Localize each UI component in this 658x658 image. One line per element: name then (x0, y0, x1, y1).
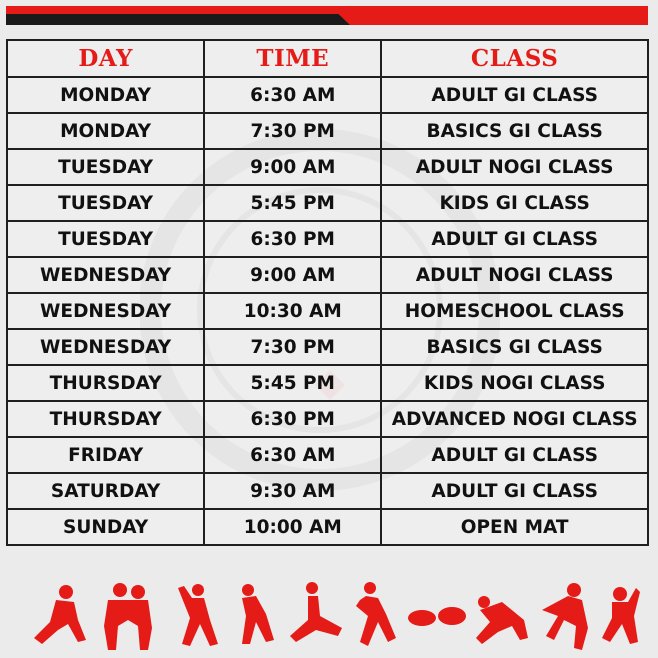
grappler-silhouette-icon (286, 580, 346, 652)
day-cell: SUNDAY (7, 509, 204, 545)
time-cell: 5:45 PM (204, 365, 381, 401)
class-cell: ADVANCED NOGI CLASS (381, 401, 648, 437)
grappler-silhouette-icon (406, 580, 470, 652)
class-cell: BASICS GI CLASS (381, 113, 648, 149)
time-cell: 7:30 PM (204, 113, 381, 149)
grappler-silhouette-icon (230, 580, 280, 652)
day-cell: MONDAY (7, 113, 204, 149)
class-cell: BASICS GI CLASS (381, 329, 648, 365)
day-cell: SATURDAY (7, 473, 204, 509)
table-row (7, 77, 648, 113)
table-row (7, 365, 648, 401)
day-cell: WEDNESDAY (7, 293, 204, 329)
time-cell: 9:30 AM (204, 473, 381, 509)
time-cell: 6:30 PM (204, 401, 381, 437)
time-cell: 9:00 AM (204, 257, 381, 293)
day-column-header: DAY (7, 40, 204, 77)
time-cell: 10:30 AM (204, 293, 381, 329)
header-row (7, 40, 648, 77)
table-row (7, 149, 648, 185)
table-row (7, 329, 648, 365)
table-row (7, 257, 648, 293)
grappler-silhouette-icon (28, 580, 88, 652)
day-cell: TUESDAY (7, 221, 204, 257)
class-cell: OPEN MAT (381, 509, 648, 545)
table-row (7, 473, 648, 509)
day-cell: TUESDAY (7, 149, 204, 185)
grappler-silhouette-icon (596, 580, 640, 652)
grappler-silhouette-icon (98, 580, 158, 652)
table-row (7, 113, 648, 149)
class-cell: KIDS NOGI CLASS (381, 365, 648, 401)
table-row (7, 293, 648, 329)
grappler-silhouette-icon (350, 580, 400, 652)
table-row (7, 437, 648, 473)
class-cell: KIDS GI CLASS (381, 185, 648, 221)
day-cell: THURSDAY (7, 365, 204, 401)
day-cell: FRIDAY (7, 437, 204, 473)
class-cell: ADULT GI CLASS (381, 221, 648, 257)
grappler-silhouette-icon (472, 580, 532, 652)
class-cell: ADULT GI CLASS (381, 437, 648, 473)
time-cell: 6:30 AM (204, 437, 381, 473)
day-cell: WEDNESDAY (7, 329, 204, 365)
class-schedule-table (6, 39, 649, 546)
class-cell: ADULT NOGI CLASS (381, 257, 648, 293)
time-column-header: TIME (204, 40, 381, 77)
table-row (7, 185, 648, 221)
day-cell: TUESDAY (7, 185, 204, 221)
class-column-header: CLASS (381, 40, 648, 77)
class-cell: ADULT GI CLASS (381, 473, 648, 509)
grappler-silhouette-icon (168, 580, 222, 652)
time-cell: 6:30 AM (204, 77, 381, 113)
day-cell: THURSDAY (7, 401, 204, 437)
time-cell: 10:00 AM (204, 509, 381, 545)
top-banner-stripe (0, 0, 658, 30)
class-cell: ADULT NOGI CLASS (381, 149, 648, 185)
day-cell: MONDAY (7, 77, 204, 113)
time-cell: 5:45 PM (204, 185, 381, 221)
table-row (7, 221, 648, 257)
class-cell: ADULT GI CLASS (381, 77, 648, 113)
time-cell: 7:30 PM (204, 329, 381, 365)
class-cell: HOMESCHOOL CLASS (381, 293, 648, 329)
time-cell: 9:00 AM (204, 149, 381, 185)
time-cell: 6:30 PM (204, 221, 381, 257)
grappler-silhouette-icon (538, 580, 592, 652)
grappler-silhouettes-icon (20, 580, 640, 652)
table-row (7, 401, 648, 437)
table-row (7, 509, 648, 545)
day-cell: WEDNESDAY (7, 257, 204, 293)
